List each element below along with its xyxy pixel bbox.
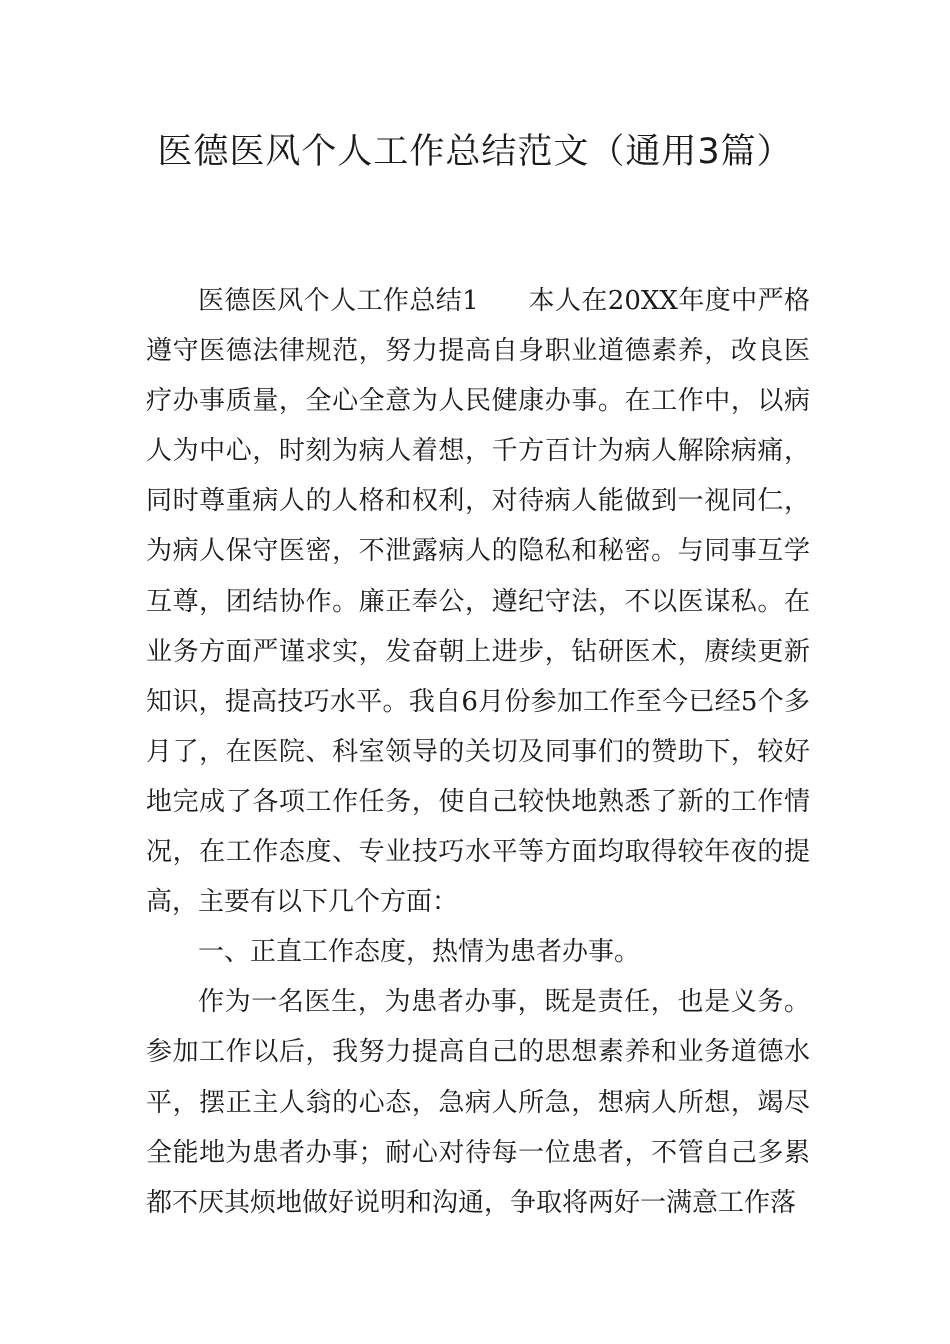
paragraph-text: 本人在20XX年度中严格遵守医德法律规范，努力提高自身职业道德素养，改良医疗办事质量，全心全意为人民健康办事。在工作中，以病人为中心，时刻为病人着想，千方百计为病人解除病痛，同时尊重病人的人格和权利，对待病人能做到一视同仁，为病人保守医密，不泄露病人的隐私和秘密。与同事互学互尊，团结协作。廉正奉公，遵纪守法，不以医谋私。在业务方面严谨求实，发奋朝上进步，钻研医术，赓续更新知识，提高技巧水平。我自6月份参加工作至今已经5个多月了，在医院、科室领导的关切及同事们的赞助下，较好地完成了各项工作任务，使自己较快地熟悉了新的工作情况，在工作态度、专业技巧水平等方面均取得较年夜的提高，主要有以下几个方面：	[146, 286, 810, 918]
document-title: 医德医风个人工作总结范文（通用3篇）	[157, 132, 793, 172]
document-body	[146, 276, 810, 1228]
section-heading: 医德医风个人工作总结1	[198, 286, 479, 316]
paragraph-3: 作为一名医生，为患者办事，既是责任，也是义务。参加工作以后，我努力提高自己的思想素养和业务道德水平，摆正主人翁的心态，急病人所急，想病人所想，竭尽全能地为患者办事；耐心对待每一位患者，不管自己多累都不厌其烦地做好说明和沟通，争取将两好一满意工作落	[146, 987, 810, 1218]
paragraph-1	[146, 276, 810, 927]
paragraph-2: 一、正直工作态度，热情为患者办事。	[198, 937, 641, 968]
